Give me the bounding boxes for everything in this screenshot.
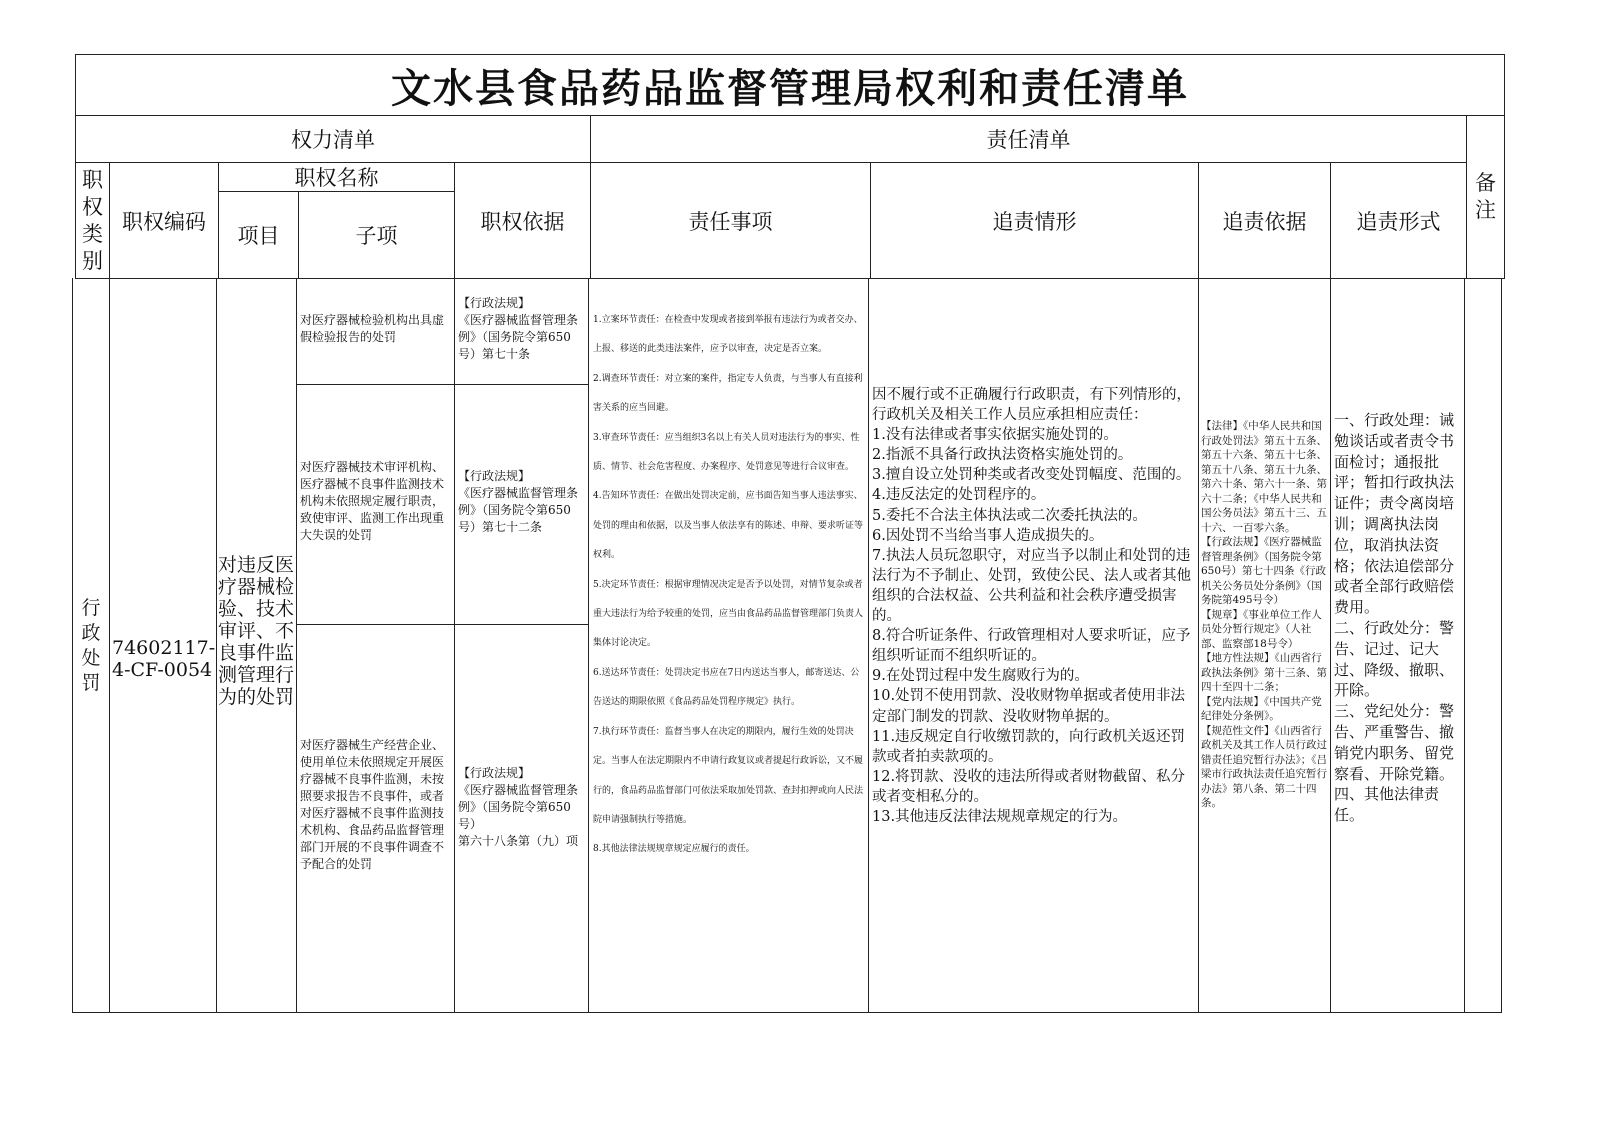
accountability-form-item: 四、其他法律责任。	[1334, 785, 1440, 825]
rule	[75, 278, 1505, 279]
subitem-3: 对医疗器械生产经营企业、使用单位未依照规定开展医疗器械不良事件监测，未按照要求报告不良事件，或者对医疗器械不良事件监测技术机构、食品药品监督管理部门开展的不良事件调查不予配合的处罚	[300, 738, 445, 871]
responsibility-item: 8.其他法律法规规章规定应履行的责任。	[593, 844, 755, 855]
item-header: 项目	[237, 224, 280, 248]
power-list-header: 权力清单	[291, 128, 375, 152]
accountability-form-item: 三、党纪处分：警告、严重警告、撤销党内职务、留党察看、开除党籍。	[1334, 702, 1455, 783]
basis-2-line: 《医疗器械监督管理条例》（国务院令第650号）第七十二条	[458, 486, 579, 534]
accountability-basis	[1199, 419, 1330, 811]
basis-3-line: 【行政法规】	[458, 766, 531, 780]
accountability-intro: 因不履行或不正确履行行政职责，有下列情形的，行政机关及相关工作人员应承担相应责任：	[872, 387, 1191, 424]
rule	[296, 278, 297, 1013]
rule	[1501, 278, 1502, 1013]
basis-3-line: 第六十八条第（九）项	[458, 834, 579, 848]
rule	[109, 278, 110, 1013]
basis-3	[455, 765, 588, 850]
responsibility-list	[589, 306, 868, 1006]
category-header: 职权类别	[82, 167, 103, 273]
basis-3-line: 《医疗器械监督管理条例》（国务院令第650号）	[458, 783, 579, 831]
accountability-forms	[1331, 410, 1464, 826]
accountability-form-item: 一、行政处理：诫勉谈话或者责令书面检讨；通报批评；暂扣行政执法证件；责令离岗培训；调离执法岗位，取消执法资格；依法追偿部分或者全部行政赔偿费用。	[1334, 411, 1455, 617]
subitem-2: 对医疗器械技术审评机构、医疗器械不良事件监测技术机构未依照规定履行职责，致使审评、监测工作出现重大失误的处罚	[300, 460, 445, 542]
accountability-case: 11.违反规定自行收缴罚款的，向行政机关返还罚款或者拍卖款项的。	[872, 728, 1186, 765]
accountability-basis-item: 【地方性法规】《山西省行政执法条例》第十三条、第四十至四十二条；	[1201, 652, 1327, 693]
accountability-cases	[869, 385, 1198, 827]
responsibility-item: 7.执行环节责任：监督当事人在决定的期限内，履行生效的处罚决定。当事人在法定期限内不申请行政复议或者提起行政诉讼，又不履行的，食品药品监督部门可依法采取加处罚款、查封扣押或向人民法院申请强制执行等措施。	[593, 726, 864, 825]
accountability-basis-item: 【党内法规】《中国共产党纪律处分条例》。	[1201, 695, 1322, 722]
accountability-cases-header: 追责情形	[992, 209, 1077, 234]
accountability-basis-item: 【行政法规】《医疗器械监督管理条例》（国务院令第650号）第七十四条《行政机关公务员处分条例》（国务院第495号令）	[1201, 536, 1327, 606]
subitem-1: 对医疗器械检验机构出具虚假检验报告的处罚	[300, 313, 445, 344]
basis-1-line: 《医疗器械监督管理条例》（国务院令第650号）第七十条	[458, 313, 579, 361]
accountability-case: 13.其他违反法律法规规章规定的行为。	[872, 808, 1128, 825]
responsibility-item: 4.告知环节责任：在做出处罚决定前，应书面告知当事人违法事实、处罚的理由和依据，以及当事人依法享有的陈述、申辩、要求听证等权利。	[593, 491, 864, 561]
basis-1-line: 【行政法规】	[458, 296, 531, 310]
rule	[1504, 115, 1505, 279]
rule	[296, 384, 589, 385]
accountability-case: 12.将罚款、没收的违法所得或者财物截留、私分或者变相私分的。	[872, 768, 1186, 805]
code-header: 职权编码	[122, 209, 206, 234]
basis-2-line: 【行政法规】	[458, 469, 531, 483]
accountability-basis-item: 【法律】《中华人民共和国行政处罚法》第五十五条、第五十六条、第五十七条、第五十八条、第五十九条、第六十条、第六十一条、第六十二条；《中华人民共和国公务员法》第五十三、五十六、一百零六条。	[1201, 420, 1327, 534]
name-header: 职权名称	[294, 166, 379, 190]
category-cell	[73, 279, 109, 1012]
responsibility-item: 6.送达环节责任：处罚决定书应在7日内送达当事人，邮寄送达、公告送达的期限依照《食品药品处罚程序规定》执行。	[593, 667, 860, 708]
accountability-basis-header: 追责依据	[1222, 209, 1307, 234]
remarks-header: 备注	[1475, 171, 1496, 222]
rule	[216, 278, 217, 1013]
accountability-case: 7.执法人员玩忽职守，对应当予以制止和处罚的违法行为不予制止、处罚，致使公民、法人或者其他组织的合法权益、公共利益和社会秩序遭受损害的。	[872, 547, 1191, 625]
category-header-cell	[76, 163, 109, 278]
accountability-case: 10.处罚不使用罚款、没收财物单据或者使用非法定部门制发的罚款、没收财物单据的。	[872, 688, 1186, 725]
accountability-case: 6.因处罚不当给当事人造成损失的。	[872, 527, 1104, 544]
category-value: 行政处罚	[81, 596, 101, 694]
responsibility-header: 责任事项	[688, 209, 773, 234]
document-title: 文水县食品药品监督管理局权利和责任清单	[391, 64, 1189, 112]
rule	[296, 624, 589, 625]
item-value: 对违反医疗器械检验、技术审评、不良事件监测管理行为的处罚	[218, 554, 295, 708]
remarks-header-cell	[1467, 116, 1504, 278]
rule	[72, 1012, 1502, 1013]
responsibility-item: 2.调查环节责任：对立案的案件，指定专人负责，与当事人有直接利害关系的应当回避。	[593, 373, 863, 414]
accountability-case: 9.在处罚过程中发生腐败行为的。	[872, 668, 1089, 685]
responsibility-item: 1.立案环节责任：在检查中发现或者接到举报有违法行为或者交办、上报、移送的此类违法案件，应予以审查，决定是否立案。	[593, 315, 863, 355]
responsibility-item: 3.审查环节责任：应当组织3名以上有关人员对违法行为的事实、性质、情节、社会危害程度、办案程序、处罚意见等进行合议审查。	[593, 432, 860, 473]
rule	[454, 278, 455, 1013]
code-value: 74602117-4-CF-0054	[112, 637, 216, 681]
accountability-case: 5.委托不合法主体执法或二次委托执法的。	[872, 507, 1147, 524]
accountability-case: 1.没有法律或者事实依据实施处罚的。	[872, 427, 1118, 444]
rule	[1504, 54, 1505, 116]
accountability-form-item: 二、行政处分：警告、记过、记大过、降级、撤职、开除。	[1334, 618, 1455, 700]
accountability-case: 2.指派不具备行政执法资格实施处罚的。	[872, 447, 1133, 464]
accountability-case: 3.擅自设立处罚种类或者改变处罚幅度、范围的。	[872, 467, 1191, 484]
accountability-form-header: 追责形式	[1356, 209, 1441, 234]
responsibility-item: 5.决定环节责任：根据审理情况决定是否予以处罚，对情节复杂或者重大违法行为给予较重的处罚，应当由食品药品监督管理部门负责人集体讨论决定。	[593, 579, 864, 649]
basis-2	[455, 468, 588, 536]
basis-header: 职权依据	[480, 209, 565, 234]
accountability-case: 4.违反法定的处罚程序的。	[872, 487, 1046, 504]
accountability-basis-item: 【规章】《事业单位工作人员处分暂行规定》（人社部、监察部18号令）	[1201, 608, 1322, 650]
remarks-value	[1465, 279, 1501, 1012]
basis-1	[455, 295, 588, 363]
accountability-basis-item: 【规范性文件】《山西省行政机关及其工作人员行政过错责任追究暂行办法》；《吕梁市行政执法责任追究暂行办法》第八条、第二十四条。	[1201, 724, 1327, 809]
responsibility-list-header: 责任清单	[986, 128, 1071, 152]
subitem-header: 子项	[355, 224, 398, 248]
accountability-case: 8.符合听证条件、行政管理相对人要求听证，应予组织听证而不组织听证的。	[872, 628, 1191, 665]
